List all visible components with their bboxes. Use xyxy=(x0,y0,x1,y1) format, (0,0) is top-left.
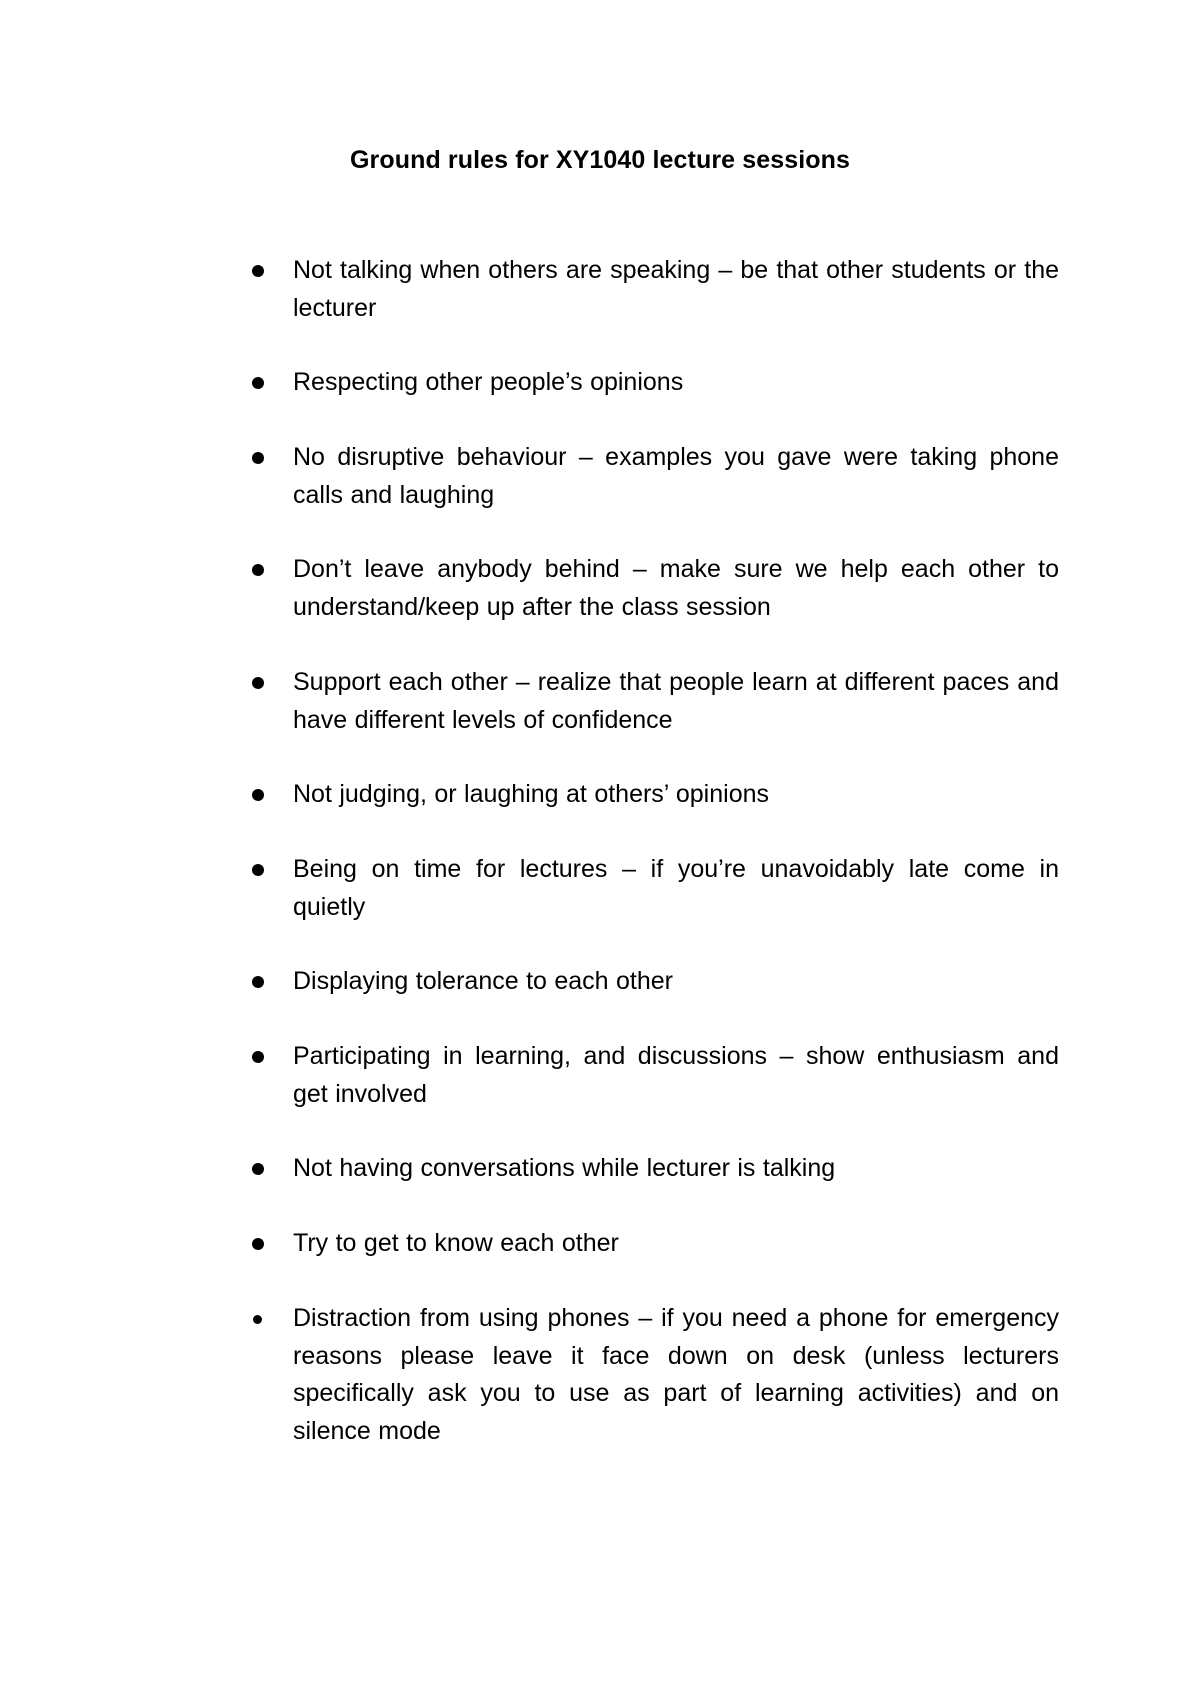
bullet-icon xyxy=(253,1315,262,1324)
list-item-text: Being on time for lectures – if you’re unavoidably late come in quietly xyxy=(293,855,1059,921)
list-item-text: Don’t leave anybody behind – make sure we help each other to understand/keep up after the class session xyxy=(293,555,1059,621)
list-item-text: Displaying tolerance to each other xyxy=(293,967,674,995)
list-item-text: Distraction from using phones – if you need a phone for emergency reasons please leave it face down on desk (unless lecturers specifically ask you to use as part of learning activities) and on silence mode xyxy=(293,1304,1059,1445)
list-item-text: Not judging, or laughing at others’ opinions xyxy=(293,780,769,808)
list-item-text: Respecting other people’s opinions xyxy=(293,368,684,396)
bullet-icon xyxy=(252,864,264,876)
list-item-text: Support each other – realize that people learn at different paces and have different levels of confidence xyxy=(293,668,1059,734)
list-item-text: No disruptive behaviour – examples you gave were taking phone calls and laughing xyxy=(293,443,1059,509)
bullet-icon xyxy=(252,1238,264,1250)
list-item-text: Try to get to know each other xyxy=(293,1229,619,1257)
list-item-text: Participating in learning, and discussions – show enthusiasm and get involved xyxy=(293,1042,1059,1108)
bullet-icon xyxy=(252,976,264,988)
bullet-icon xyxy=(252,789,264,801)
list-item-text: Not having conversations while lecturer is talking xyxy=(293,1154,836,1182)
bullet-icon xyxy=(252,377,264,389)
bullet-icon xyxy=(252,1163,264,1175)
bullet-icon xyxy=(252,677,264,689)
bullet-icon xyxy=(252,452,264,464)
page-title xyxy=(0,146,1200,175)
list-item-text: Not talking when others are speaking – be that other students or the lecturer xyxy=(293,256,1059,322)
bullet-icon xyxy=(252,265,264,277)
bullet-icon xyxy=(252,1051,264,1063)
page-title-text: Ground rules for XY1040 lecture sessions xyxy=(349,146,851,174)
bullet-icon xyxy=(252,564,264,576)
